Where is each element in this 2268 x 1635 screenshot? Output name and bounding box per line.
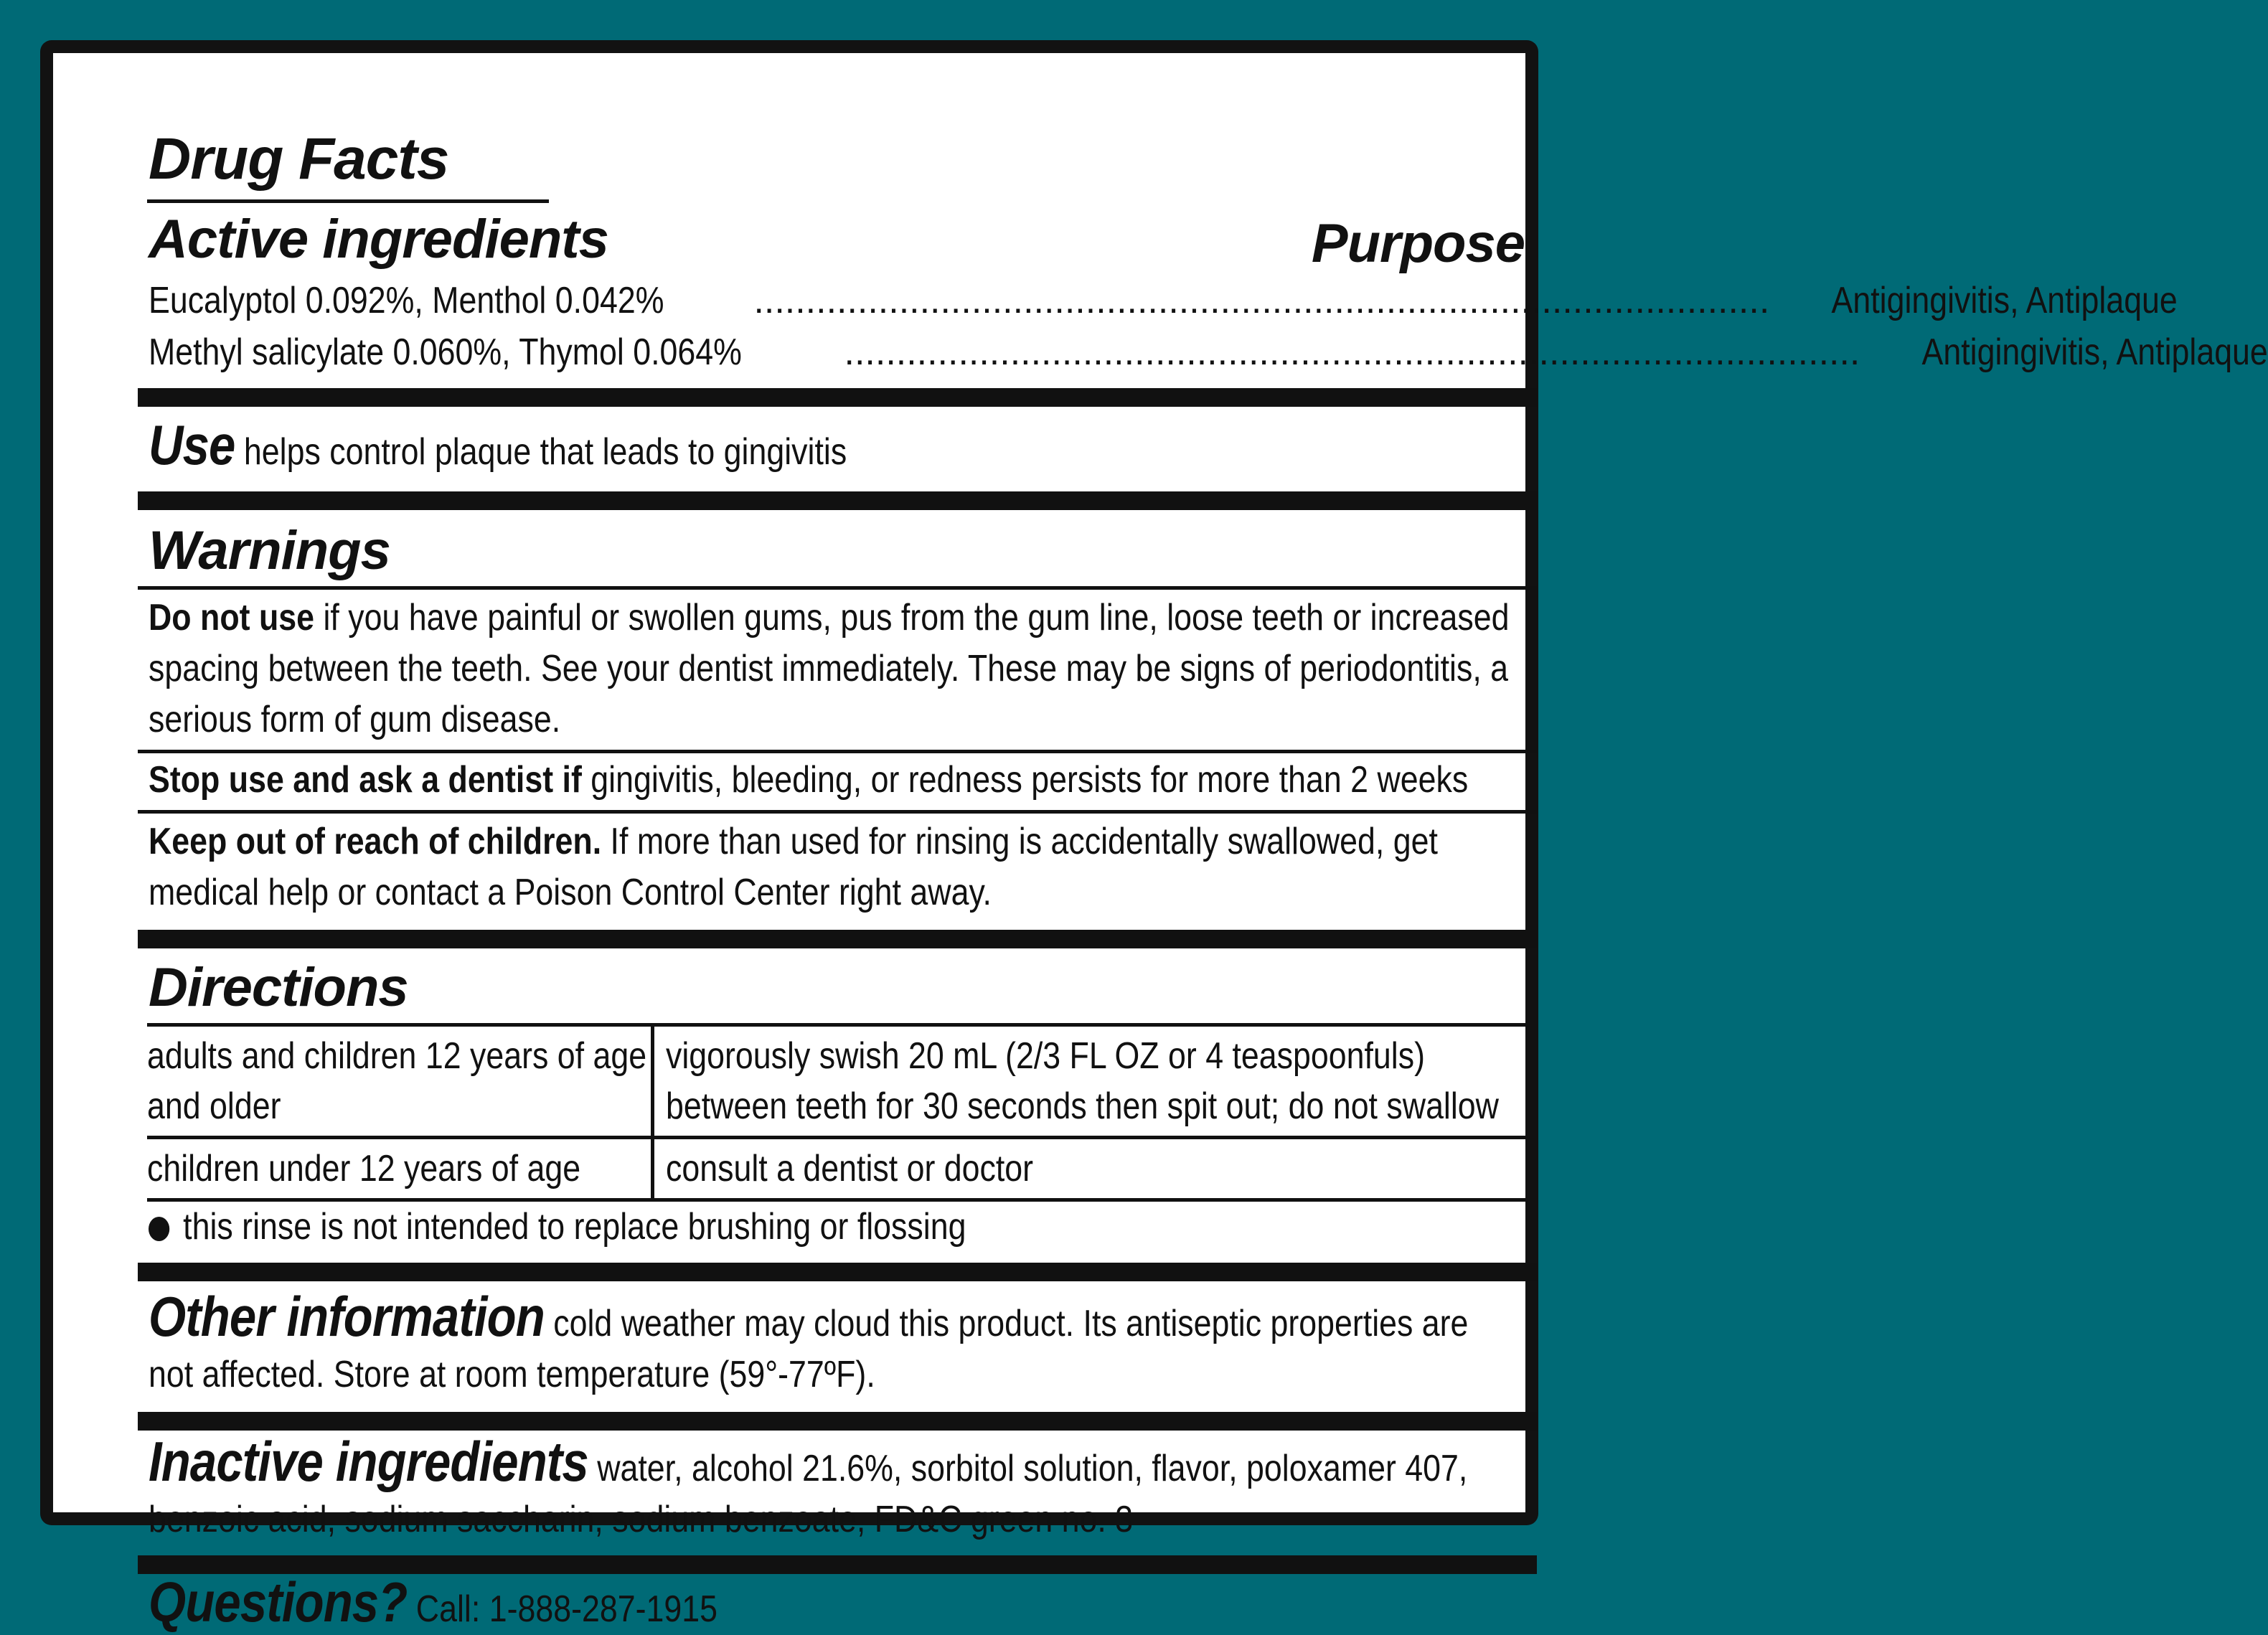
inactive-ingredients-heading: Inactive ingredients <box>149 1430 588 1493</box>
directions-who: adults and children 12 years of age and older <box>147 1035 647 1127</box>
page-title: Drug Facts <box>149 126 449 192</box>
stop-use-text: gingivitis, bleeding, or redness persists for more than 2 weeks <box>590 759 1469 801</box>
warning-divider <box>138 810 1537 814</box>
warnings-heading: Warnings <box>149 520 390 581</box>
section-divider <box>138 491 1537 510</box>
section-divider <box>138 930 1537 948</box>
inactive-ingredients-text: water, alcohol 21.6%, sorbitol solution, flavor, poloxamer 407, benzoic acid, sodium saccharin, sodium benzoate, FD&C green no. 3 <box>149 1448 1468 1540</box>
active-ingredients-heading: Active ingredients <box>149 209 608 270</box>
inactive-ingredients-section <box>149 1430 1521 1545</box>
directions-heading: Directions <box>149 957 408 1018</box>
use-heading: Use <box>149 413 235 476</box>
other-information-text: cold weather may cloud this product. Its antiseptic properties are not affected. Store at room temperature (59°-77ºF). <box>149 1303 1469 1395</box>
use-section <box>149 413 1521 484</box>
other-information-heading: Other information <box>149 1285 545 1348</box>
active-ingredients-list <box>149 275 2268 378</box>
stop-use-warning <box>149 755 1521 806</box>
section-divider <box>138 388 1537 407</box>
directions-who: children under 12 years of age <box>147 1148 581 1189</box>
ingredient-purpose: Antigingivitis, Antiplaque <box>1831 280 2178 321</box>
questions-heading: Questions? <box>149 1570 408 1634</box>
section-divider <box>138 1263 1537 1281</box>
directions-table <box>147 1023 1528 1202</box>
keep-out-warning <box>149 816 1521 918</box>
use-text: helps control plaque that leads to gingivitis <box>243 431 847 473</box>
keep-out-text: If more than used for rinsing is accidentally swallowed, get medical help or contact a Poison Control Center right away. <box>149 821 1438 913</box>
ingredient-row <box>149 275 2178 326</box>
drug-facts-panel <box>40 40 2268 1634</box>
drug-facts-content <box>147 125 2268 1635</box>
other-information-section <box>149 1285 1521 1400</box>
table-row <box>147 1025 1528 1138</box>
leader-dots: .................................................................................................. <box>844 331 1860 373</box>
directions-what: consult a dentist or doctor <box>666 1148 1034 1189</box>
bullet-icon <box>149 1217 169 1241</box>
directions-who-cell <box>147 1025 653 1138</box>
questions-section <box>149 1570 1521 1635</box>
ingredient-name: Methyl salicylate 0.060%, Thymol 0.064% <box>149 331 742 373</box>
purpose-heading: Purpose <box>1311 213 1525 274</box>
warning-divider <box>138 750 1537 753</box>
do-not-use-label: Do not use <box>149 597 315 639</box>
title-underline <box>147 199 549 203</box>
do-not-use-warning <box>149 593 1521 745</box>
active-ingredients-header <box>149 207 1525 272</box>
questions-text: Call: 1-888-287-1915 <box>415 1588 717 1630</box>
section-divider <box>138 1412 1537 1431</box>
ingredient-name: Eucalyptol 0.092%, Menthol 0.042% <box>149 280 664 321</box>
ingredient-row <box>149 326 2268 378</box>
table-row <box>147 1138 1528 1200</box>
directions-what-cell <box>653 1025 1528 1138</box>
directions-what-cell <box>653 1138 1528 1200</box>
do-not-use-text: if you have painful or swollen gums, pus from the gum line, loose teeth or increased spacing between the teeth. See your dentist immediately. These may be signs of periodontitis, a serious form of gum disease. <box>149 597 1510 740</box>
leader-dots: .................................................................................................. <box>753 280 1770 321</box>
stop-use-label: Stop use and ask a dentist if <box>149 759 582 801</box>
ingredient-purpose: Antigingivitis, Antiplaque <box>1921 331 2268 373</box>
directions-note-text: this rinse is not intended to replace brushing or flossing <box>183 1206 966 1248</box>
directions-what: vigorously swish 20 mL (2/3 FL OZ or 4 teaspoonfuls) between teeth for 30 seconds then spit out; do not swallow <box>666 1035 1500 1127</box>
warnings-underline <box>138 586 1537 590</box>
keep-out-label: Keep out of reach of children. <box>149 821 602 862</box>
directions-who-cell <box>147 1138 653 1200</box>
directions-note <box>149 1202 1521 1253</box>
